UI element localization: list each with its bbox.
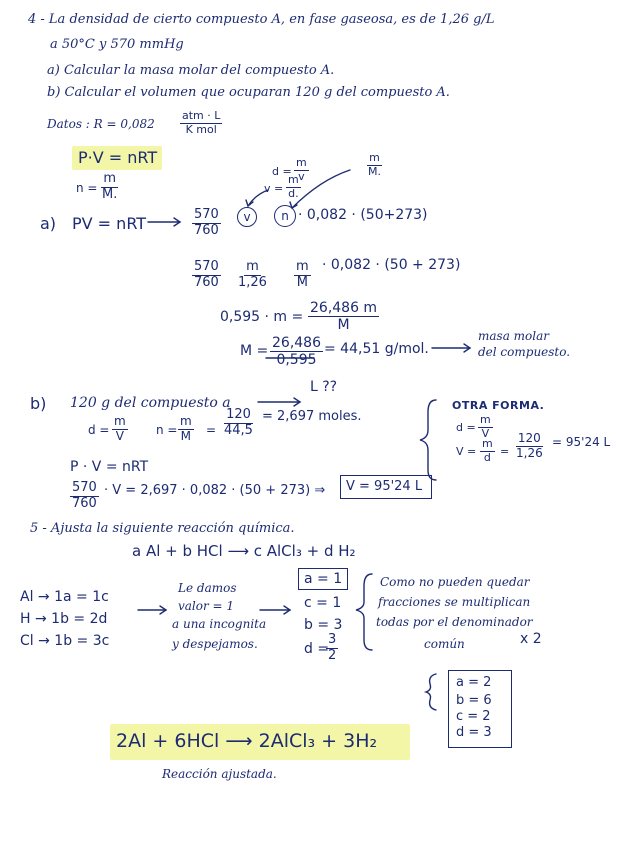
part-a4-left: M = <box>240 343 269 359</box>
alt-density-fraction: $\frac{m}{V}$ <box>480 413 491 440</box>
final-b: b = 6 <box>456 693 492 708</box>
part-a2-volume-fraction: $\frac{m}{1,26}$ <box>238 259 267 290</box>
final-d: d = 3 <box>456 725 492 740</box>
balanced-note: Reacción ajustada. <box>162 767 277 781</box>
alt-density-label: d = <box>456 421 476 434</box>
brace-final <box>426 674 436 710</box>
balance-al: Al → 1a = 1c <box>20 589 109 605</box>
part-a2-moles-fraction: $\frac{m}{M}$ <box>296 259 309 290</box>
part-b-density-label: d = <box>88 423 110 437</box>
problem-4-title: 4 - La densidad de cierto compuesto A, en fase gaseosa, es de 1,26 g/L <box>28 12 495 27</box>
balance-cl: Cl → 1b = 3c <box>20 633 110 649</box>
density-formula-label: d = <box>272 165 292 178</box>
volume-formula-label: v = <box>264 182 284 195</box>
brace-alt-method <box>420 400 436 480</box>
question-a: a) Calcular la masa molar del compuesto A. <box>47 63 335 78</box>
part-b-pressure-fraction: $\frac{570}{760}$ <box>72 480 97 511</box>
circled-v: v <box>237 207 257 227</box>
molar-mass-note-1: masa molar <box>478 329 549 343</box>
part-b-calculation: · V = 2,697 · 0,082 · (50 + 273) ⇒ <box>104 483 326 498</box>
part-b-pv-law: P · V = nRT <box>70 459 149 475</box>
part-a3-fraction: $\frac{26,486 m}{M}$ <box>310 300 378 334</box>
part-b-moles-value-fraction: $\frac{120}{44,5}$ <box>224 407 253 438</box>
solution-b: b = 3 <box>304 617 343 633</box>
alt-method-heading: OTRA FORMA. <box>452 399 545 412</box>
final-a: a = 2 <box>456 675 492 690</box>
problem-4-conditions: a 50°C y 570 mmHg <box>50 37 184 52</box>
part-b-moles-label: n = <box>156 423 178 437</box>
volume-result: V = 95'24 L <box>346 479 423 494</box>
fraction-note-4: común <box>424 637 465 651</box>
method-note-3: a una incognita <box>172 617 267 631</box>
solution-a: a = 1 <box>304 571 343 587</box>
final-c: c = 2 <box>456 709 491 724</box>
method-note-4: y despejamos. <box>172 637 258 651</box>
balance-h: H → 1b = 2d <box>20 611 108 627</box>
alt-equals: = <box>500 445 510 458</box>
part-a-label: a) <box>40 214 57 233</box>
question-b: b) Calcular el volumen que ocuparan 120 g del compuesto A. <box>47 85 450 100</box>
data-constant: Datos : R = 0,082 <box>47 117 155 131</box>
part-b-density-fraction: $\frac{m}{V}$ <box>114 414 126 443</box>
m-over-M-fraction: $\frac{m}{M.}$ <box>368 151 381 178</box>
part-a3-left: 0,595 · m = <box>220 309 304 325</box>
method-note-2: valor = 1 <box>178 599 235 613</box>
solution-d-label: d = <box>304 641 330 657</box>
part-a-equation-rest: · 0,082 · (50+273) <box>298 207 428 223</box>
alt-volume-value-fraction: $\frac{120}{1,26}$ <box>516 431 543 460</box>
molar-mass-result: = 44,51 g/mol. <box>324 341 429 357</box>
moles-formula-label: n = <box>76 181 98 195</box>
moles-formula-fraction: $\frac{m}{M.}$ <box>102 171 118 202</box>
molar-mass-note-2: del compuesto. <box>478 345 571 359</box>
brace-fraction-note <box>356 574 372 650</box>
ideal-gas-law: P·V = nRT <box>78 148 158 167</box>
part-a2-pressure-fraction: $\frac{570}{760}$ <box>194 259 219 290</box>
gas-constant-units: atm · L K mol <box>182 109 221 136</box>
alt-volume-result: = 95'24 L <box>552 435 611 449</box>
part-a4-fraction: $\frac{26,486}{0,595}$ <box>272 335 321 369</box>
part-b-line: 120 g del compuesto a <box>70 395 231 411</box>
fraction-note-1: Como no pueden quedar <box>380 575 530 589</box>
arrow-to-n <box>292 170 350 208</box>
fraction-note-2: fracciones se multiplican <box>378 595 531 609</box>
multiply-by-2: x 2 <box>520 631 542 647</box>
part-b-label: b) <box>30 394 47 413</box>
balanced-equation: 2Al + 6HCl ⟶ 2AlCl₃ + 3H₂ <box>116 730 378 752</box>
part-a2-equation-rest: · 0,082 · (50 + 273) <box>322 257 461 273</box>
method-note-1: Le damos <box>178 581 237 595</box>
fraction-note-3: todas por el denominador <box>376 615 533 629</box>
part-a-pressure-fraction: $\frac{570}{760}$ <box>194 207 219 238</box>
volume-formula-fraction: $\frac{m}{d.}$ <box>288 173 299 200</box>
density-formula-fraction: $\frac{m}{v}$ <box>296 156 307 183</box>
part-b-moles-fraction: $\frac{m}{M}$ <box>180 414 192 443</box>
part-b-equals: = <box>206 423 217 437</box>
solution-d-fraction: $\frac{3}{2}$ <box>328 632 337 663</box>
circled-n: n <box>274 205 296 227</box>
unbalanced-reaction: a Al + b HCl ⟶ c AlCl₃ + d H₂ <box>132 542 356 560</box>
part-a-pv-law: PV = nRT <box>72 214 147 233</box>
part-b-moles-result: = 2,697 moles. <box>262 409 362 424</box>
alt-volume-label: V = <box>456 445 477 458</box>
part-b-question: L ?? <box>310 379 338 395</box>
problem-5-title: 5 - Ajusta la siguiente reacción química. <box>30 521 295 536</box>
solution-c: c = 1 <box>304 595 342 611</box>
alt-volume-fraction: $\frac{m}{d}$ <box>482 437 493 464</box>
